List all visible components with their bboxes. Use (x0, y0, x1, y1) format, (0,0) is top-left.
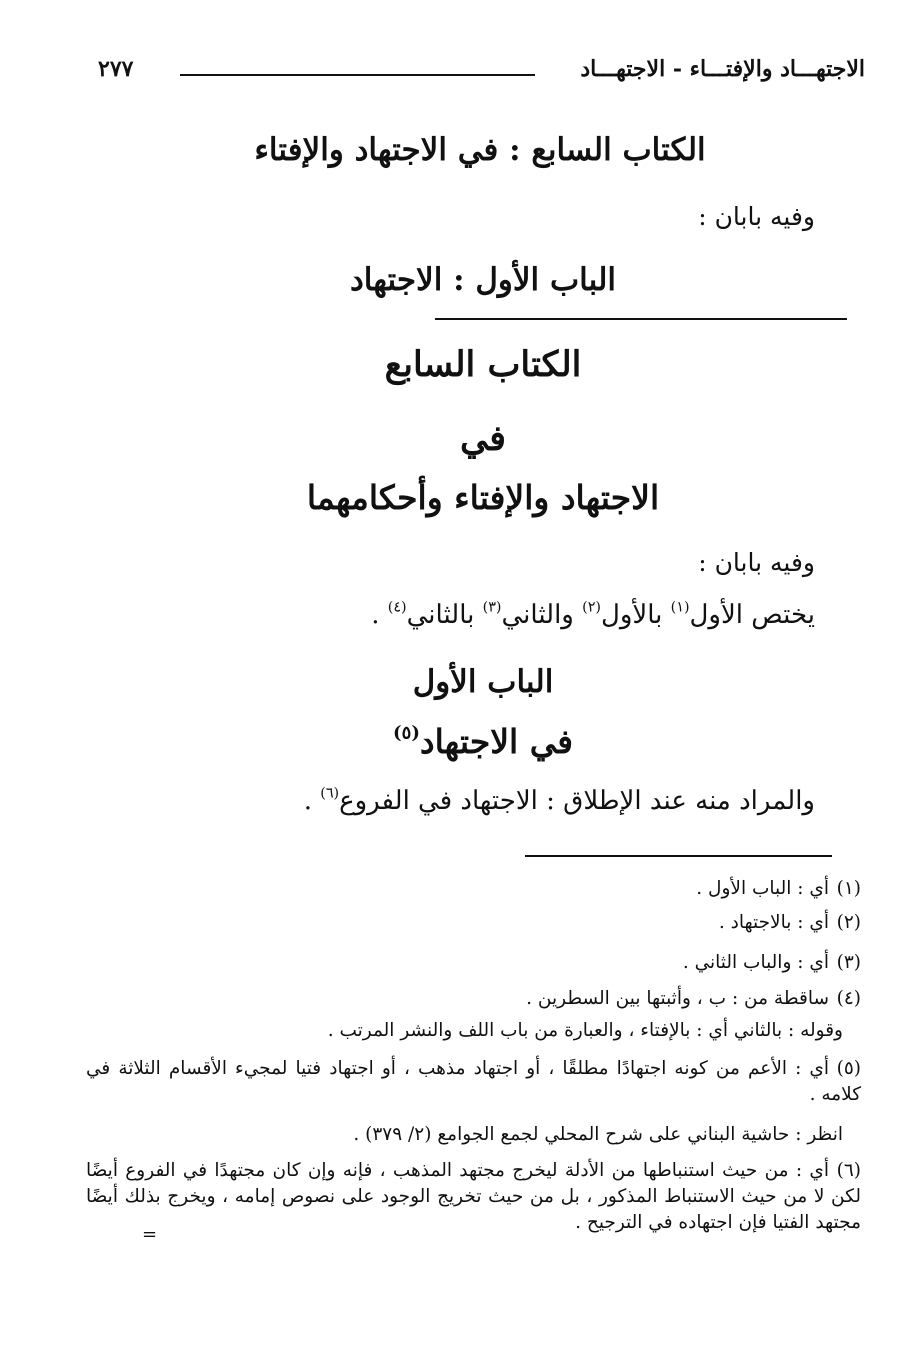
murad-line (304, 786, 815, 816)
footnote-4-continuation: وقوله : بالثاني أي : بالإفتاء ، والعبارة من باب اللف والنشر المرتب . (327, 1020, 843, 1041)
footnote-3 (683, 950, 861, 976)
yakhtas-part-5: . (371, 600, 388, 630)
murad-end: . (303, 786, 321, 816)
book-heading: الكتاب السابع (384, 344, 582, 385)
running-header-title: الاجتهـــاد والإفتـــاء - الاجتهـــاد (580, 56, 865, 82)
header-rule (180, 74, 535, 76)
footnote-6 (86, 1158, 861, 1236)
footnote-5-text: أي : الأعم من كونه اجتهادًا مطلقًا ، أو اجتهاد مذهب ، أو اجتهاد فتيا لمجيء الأقسام الثلاثة في كلامه . (86, 1058, 861, 1105)
footnote-6-num: (٦) (836, 1160, 861, 1181)
yakhtas-part-4: بالثاني (406, 600, 483, 630)
summary-book-title: الكتاب السابع : في الاجتهاد والإفتاء (254, 132, 706, 168)
book-subject: الاجتهاد والإفتاء وأحكامهما (306, 478, 660, 517)
footnote-4-num: (٤) (836, 988, 861, 1009)
footnote-3-text: أي : والباب الثاني . (682, 952, 829, 973)
footnote-ref-3: (٣) (482, 599, 502, 616)
yakhtas-line (371, 600, 815, 630)
book-heading-fi: في (460, 418, 506, 459)
chapter-subject (0, 722, 923, 761)
footnote-1-text: أي : الباب الأول . (696, 878, 829, 899)
footnote-2-num: (٢) (836, 912, 861, 933)
main-fihi: وفيه بابان : (698, 548, 815, 577)
footnote-3-num: (٣) (836, 952, 861, 973)
footnote-2 (719, 910, 861, 936)
yakhtas-part-3: والثاني (501, 600, 583, 630)
footnote-4 (526, 986, 861, 1012)
footnote-5-continuation: انظر : حاشية البناني على شرح المحلي لجمع الجوامع (٢/ ٣٧٩) . (353, 1124, 843, 1145)
footnote-1-num: (١) (836, 878, 861, 899)
footnote-ref-1: (١) (670, 599, 690, 616)
yakhtas-part-1: يختص الأول (689, 600, 815, 630)
summary-bab-title: الباب الأول : الاجتهاد (350, 262, 616, 298)
chapter-subject-text: في الاجتهاد (419, 722, 573, 761)
footnote-6-text: أي : من حيث استنباطها من الأدلة ليخرج مجتهد المذهب ، فإنه وإن كان مجتهدًا في الفروع أيضًا لكن لا من حيث الاستنباط المذكور ، بل من حيث تخريج الوجود على نصوص إمامه ، ويخرج بذلك أيضًا مجتهد الفتيا فإن اجتهاده في الترجيح . (86, 1160, 861, 1233)
yakhtas-part-2: بالأول (600, 600, 671, 630)
footnote-5 (86, 1056, 861, 1108)
chapter-heading: الباب الأول (412, 664, 554, 700)
footnote-ref-6: (٦) (320, 785, 340, 802)
footnote-2-text: أي : بالاجتهاد . (718, 912, 829, 933)
footnote-5-num: (٥) (836, 1058, 861, 1079)
footnote-ref-4: (٤) (387, 599, 407, 616)
murad-text: والمراد منه عند الإطلاق : الاجتهاد في الفروع (339, 786, 815, 816)
continuation-mark: = (142, 1224, 158, 1245)
footnote-separator (525, 855, 832, 857)
page-number: ٢٧٧ (98, 56, 134, 82)
footnote-ref-5: (٥) (392, 722, 420, 744)
footnote-1 (696, 876, 861, 902)
footnote-ref-2: (٢) (582, 599, 601, 616)
summary-fihi: وفيه بابان : (698, 202, 815, 231)
footnote-4-text: ساقطة من : ب ، وأثبتها بين السطرين . (526, 988, 829, 1009)
summary-rule (435, 318, 847, 320)
